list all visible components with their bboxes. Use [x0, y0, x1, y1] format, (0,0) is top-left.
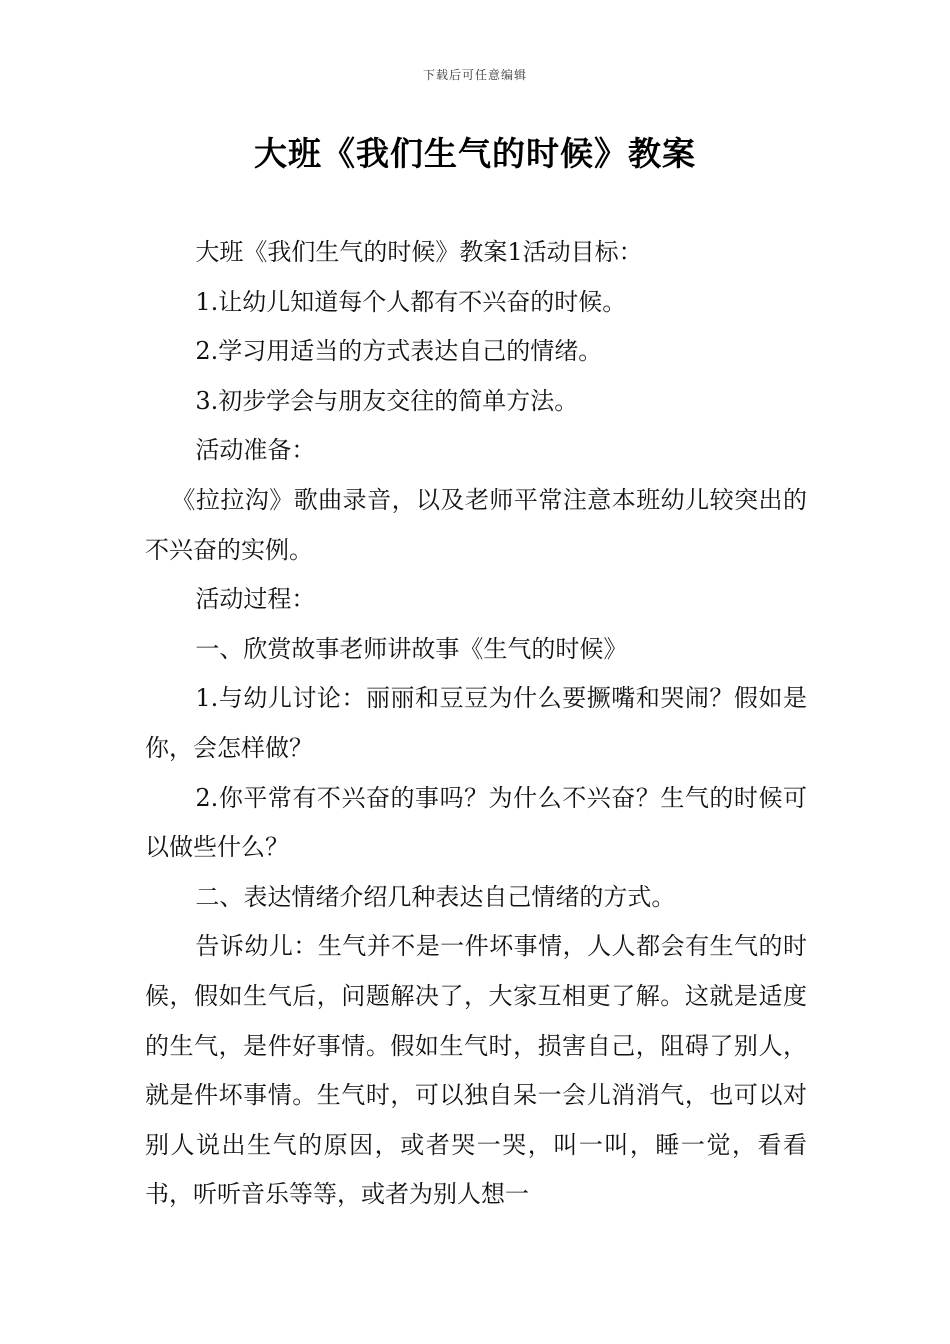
- header-note: 下载后可任意编辑: [422, 68, 527, 82]
- paragraph-discussion-1: 1.与幼儿讨论：丽丽和豆豆为什么要撅嘴和哭闹？假如是你，会怎样做？: [145, 684, 807, 762]
- paragraph-goal-2: 2.学习用适当的方式表达自己的情绪。: [195, 337, 603, 366]
- document-title: 大班《我们生气的时候》教案: [254, 134, 696, 173]
- paragraph-section-2: 二、表达情绪介绍几种表达自己情绪的方式。: [195, 882, 676, 911]
- paragraph-explanation: 告诉幼儿：生气并不是一件坏事情，人人都会有生气的时候，假如生气后，问题解决了，大家互相更了解。这就是适度的生气，是件好事情。假如生气时，损害自己，阻碍了别人，就是件坏事情。生气时，可以独自呆一会儿消消气，也可以对别人说出生气的原因，或者哭一哭，叫一叫，睡一觉，看看书，听听音乐等等，或者为别人想一: [145, 932, 807, 1209]
- paragraph-process-heading: 活动过程：: [195, 585, 316, 614]
- paragraph-goal-heading: 大班《我们生气的时候》教案1活动目标：: [195, 238, 643, 266]
- paragraph-prep-heading: 活动准备：: [195, 436, 316, 465]
- document-body: [145, 228, 807, 1220]
- paragraph-discussion-2: 2.你平常有不兴奋的事吗？为什么不兴奋？生气的时候可以做些什么？: [145, 783, 807, 862]
- paragraph-goal-1: 1.让幼儿知道每个人都有不兴奋的时候。: [195, 287, 627, 316]
- paragraph-goal-3: 3.初步学会与朋友交往的简单方法。: [195, 386, 579, 415]
- paragraph-section-1: 一、欣赏故事老师讲故事《生气的时候》: [195, 634, 628, 663]
- paragraph-prep-content: 《拉拉沟》歌曲录音，以及老师平常注意本班幼儿较突出的不兴奋的实例。: [145, 485, 807, 564]
